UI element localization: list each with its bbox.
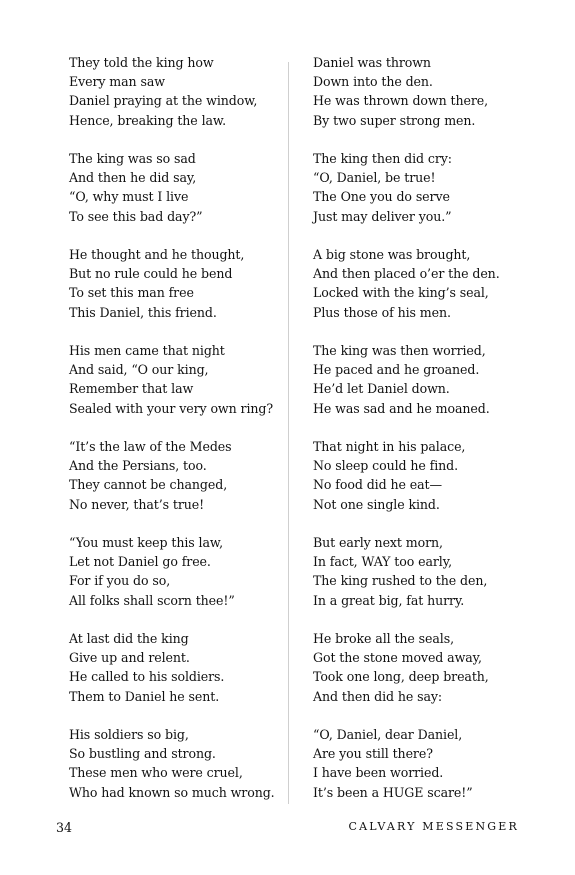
poem-line: Every man saw [69,74,165,90]
stanza [313,533,533,610]
poem-line: The One you do serve [313,189,450,205]
poem-right-column [313,53,533,821]
poem-line: He broke all the seals, [313,631,455,646]
poem-line: Give up and relent. [69,650,190,666]
poem-line: Who had known so much wrong. [69,784,275,800]
poem-line: Down into the den. [313,74,433,90]
poem-line: A big stone was brought, [313,247,471,262]
poem-line: And the Persians, too. [69,458,207,474]
poem-line: By two super strong men. [313,112,476,128]
poem-line: All folks shall scorn thee!” [69,592,235,608]
poem-line: Daniel praying at the window, [69,93,258,109]
stanza [69,437,279,514]
poem-line: To set this man free [69,285,194,301]
poem-line: Got the stone moved away, [313,650,482,666]
poem-line: “O, Daniel, dear Daniel, [313,727,463,742]
poem-line: Plus those of his men. [313,304,451,320]
poem-line: That night in his palace, [313,439,466,454]
stanza [69,341,279,418]
poem-line: So bustling and strong. [69,746,216,762]
stanza [69,53,279,130]
poem-line: He paced and he groaned. [313,362,480,378]
poem-line: This Daniel, this friend. [69,304,217,320]
poem-line: The king was then worried, [313,343,486,358]
poem-line: Daniel was thrown [313,55,431,70]
poem-line: But no rule could he bend [69,266,233,282]
poem-line: He thought and he thought, [69,247,245,262]
poem-line: They told the king how [69,55,214,70]
poem-line: Are you still there? [313,746,433,762]
poem-line: The king was so sad [69,151,196,166]
poem-line: The king rushed to the den, [313,573,488,589]
poem-line: “You must keep this law, [69,535,223,550]
poem-line: And said, “O our king, [69,362,209,378]
poem-line: He called to his soldiers. [69,669,225,685]
poem-line: His soldiers so big, [69,727,189,742]
poem-line: He was thrown down there, [313,93,488,109]
poem-line: Sealed with your very own ring? [69,400,274,416]
poem-line: “O, why must I live [69,189,189,205]
poem-line: His men came that night [69,343,225,358]
poem-line: Took one long, deep breath, [313,669,489,685]
poem-line: In a great big, fat hurry. [313,592,465,608]
stanza [313,149,533,226]
poem-line: These men who were cruel, [69,765,243,781]
poem-line: He was sad and he moaned. [313,400,490,416]
stanza [69,725,279,802]
poem-line: I have been worried. [313,765,444,781]
stanza [313,53,533,130]
stanza [69,629,279,706]
stanza [69,245,279,322]
poem-line: To see this bad day?” [69,208,203,224]
poem-line: Them to Daniel he sent. [69,688,220,704]
poem-line: The king then did cry: [313,151,452,166]
poem-line: And then he did say, [69,170,197,186]
stanza [313,437,533,514]
poem-line: And then did he say: [313,688,443,704]
poem-line: At last did the king [69,631,189,646]
poem-line: “O, Daniel, be true! [313,170,436,186]
page-number: 34 [56,820,73,835]
stanza [69,149,279,226]
stanza [313,629,533,706]
poem-line: He’d let Daniel down. [313,381,450,397]
stanza [313,245,533,322]
poem-line: Just may deliver you.” [313,208,452,224]
poem-line: No sleep could he find. [313,458,459,474]
poem-line: “It’s the law of the Medes [69,439,232,454]
poem-line: Let not Daniel go free. [69,554,211,570]
poem-line: It’s been a HUGE scare!” [313,784,473,800]
poem-line: For if you do so, [69,573,171,589]
publication-name: CALVARY MESSENGER [348,820,519,833]
poem-line: Locked with the king’s seal, [313,285,489,301]
stanza [69,533,279,610]
poem-line: No never, that’s true! [69,496,205,512]
stanza [313,341,533,418]
poem-line: Not one single kind. [313,496,440,512]
poem-line: Hence, breaking the law. [69,112,226,128]
poem-line: No food did he eat— [313,477,442,493]
poem-line: But early next morn, [313,535,443,550]
poem-left-column [69,53,279,821]
poem-line: They cannot be changed, [69,477,228,493]
poem-line: And then placed o’er the den. [313,266,500,282]
stanza [313,725,533,802]
poem-line: In fact, WAY too early, [313,554,452,570]
column-divider [288,62,289,804]
poem-line: Remember that law [69,381,194,397]
